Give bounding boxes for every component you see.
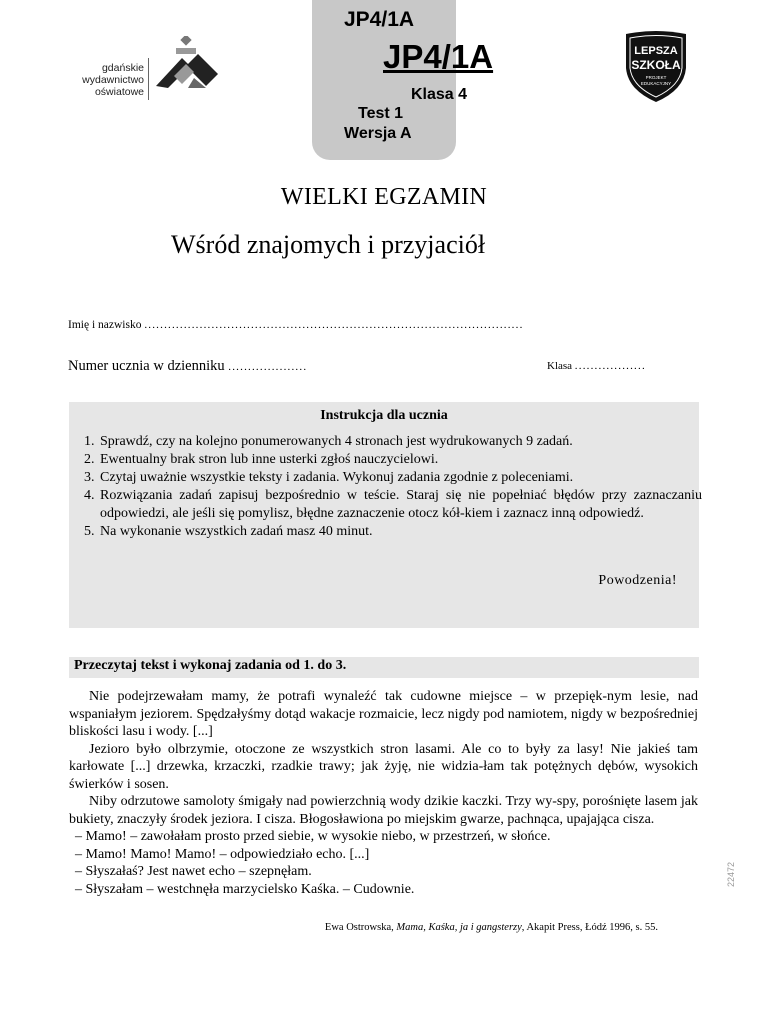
instruction-item: 1. Sprawdź, czy na kolejno ponumerowanych 4 stronach jest wydrukowanych 9 zadań. [98,433,702,451]
version-label: Wersja A [344,125,412,142]
student-number-label: Numer ucznia w dzienniku [68,358,225,374]
publisher-divider [148,58,149,100]
exam-subtitle: Wśród znajomych i przyjaciół [171,230,486,259]
instructions-box [69,402,702,628]
name-dots: ................................................................................................ [144,319,524,331]
reading-paragraph: Niby odrzutowe samoloty śmigały nad powierzchnią wody dzikie kaczki. Trzy wy-spy, porośnięte lasem jak bukiety, znaczyły środek jeziora. I cisza. Błogosławiona po miejskim gwarze, pachnąca, upajająca cisza. [69,794,698,827]
class-field-label: Klasa [547,360,573,372]
reading-paragraph: Jezioro było olbrzymie, otoczone ze wszystkich stron lasami. Ale co to były za lasy! Nie jakieś tam karłowate [...] drzewka, krzaczki, rzadkie trawy; jak żyję, nie widzia-łam tak potężnych dębów, wysokich świerków i sosen. [69,741,698,792]
source-details: , Akapit Press, Łódź 1996, s. 55. [521,922,658,933]
dialogue-line: – Mamo! – zawołałam prosto przed siebie, w wysokie niebo, w przestrzeń, w słońce. [75,829,551,844]
exam-title: WIELKI EGZAMIN [280,184,488,210]
reading-heading-bar [69,657,699,678]
instruction-item: 2. Ewentualny brak stron lub inne usterki zgłoś nauczycielowi. [98,451,702,469]
dialogue-line: – Słyszałam – westchnęła marzycielsko Kaśka. – Cudownie. [75,881,415,897]
student-number-field[interactable] [68,358,307,375]
source-author: Ewa Ostrowska, [324,922,397,933]
instruction-item: 4. Rozwiązania zadań zapisuj bezpośrednio w teście. Staraj się nie popełniać błędów przy zaznaczaniu odpowiedzi, ale jeśli się pomylisz, błędne zaznaczenie otocz kół-kiem i zaznacz inną odpowiedź. [98,487,702,523]
name-field[interactable] [68,319,524,331]
badge-line-2: SZKOŁA [631,58,681,72]
dialogue-line: – Słyszałaś? Jest nawet echo – szepnęłam. [75,864,312,879]
publisher-line-1: gdańskie [101,62,144,74]
instructions-title: Instrukcja dla ucznia [320,408,448,423]
instruction-item: 5. Na wykonanie wszystkich zadań masz 40 minut. [98,523,702,541]
class-field[interactable] [547,360,646,372]
student-number-dots: .................... [228,361,308,373]
dialogue-line: – Mamo! Mamo! Mamo! – odpowiedziało echo. [...] [75,846,370,862]
badge-line-4: EDUKACYJNY [640,81,672,86]
side-code: 22472 [726,862,736,888]
source-title: Mama, Kaśka, ja i gangsterzy [396,922,522,933]
test-code: JP4/1A [383,38,494,75]
reading-text [69,688,698,898]
instructions-list [83,433,702,541]
instruction-item: 3. Czytaj uważnie wszystkie teksty i zadania. Wykonuj zadania zgodnie z poleceniami. [98,469,702,487]
badge-line-3: PROJEKT [645,75,667,80]
badge-line-1: LEPSZA [634,45,678,57]
reading-paragraph: Nie podejrzewałam mamy, że potrafi wynaleźć tak cudowne miejsce – w przepięk-nym lesie, nad wspaniałym jeziorem. Spędzałyśmy dotąd wakacje rozmaicie, lecz nigdy pod namiotem, nigdy w bezpośredniej bliskości lasu i wody. [...] [69,689,698,739]
name-label: Imię i nazwisko [68,319,142,331]
reading-heading: Przeczytaj tekst i wykonaj zadania od 1. do 3. [74,658,347,673]
source-citation [325,922,658,933]
publisher-line-3: oświatowe [94,86,144,98]
lepsza-szkola-badge-icon [620,28,692,104]
publisher-name [70,62,144,98]
test-code-small: JP4/1A [344,8,415,31]
class-label: Klasa 4 [411,86,468,103]
class-dots: .................. [574,360,646,372]
publisher-line-2: wydawnictwo [82,74,144,86]
test-label: Test 1 [358,105,404,122]
publisher-logo-icon [152,36,220,92]
sign-off: Powodzenia! [598,573,677,588]
